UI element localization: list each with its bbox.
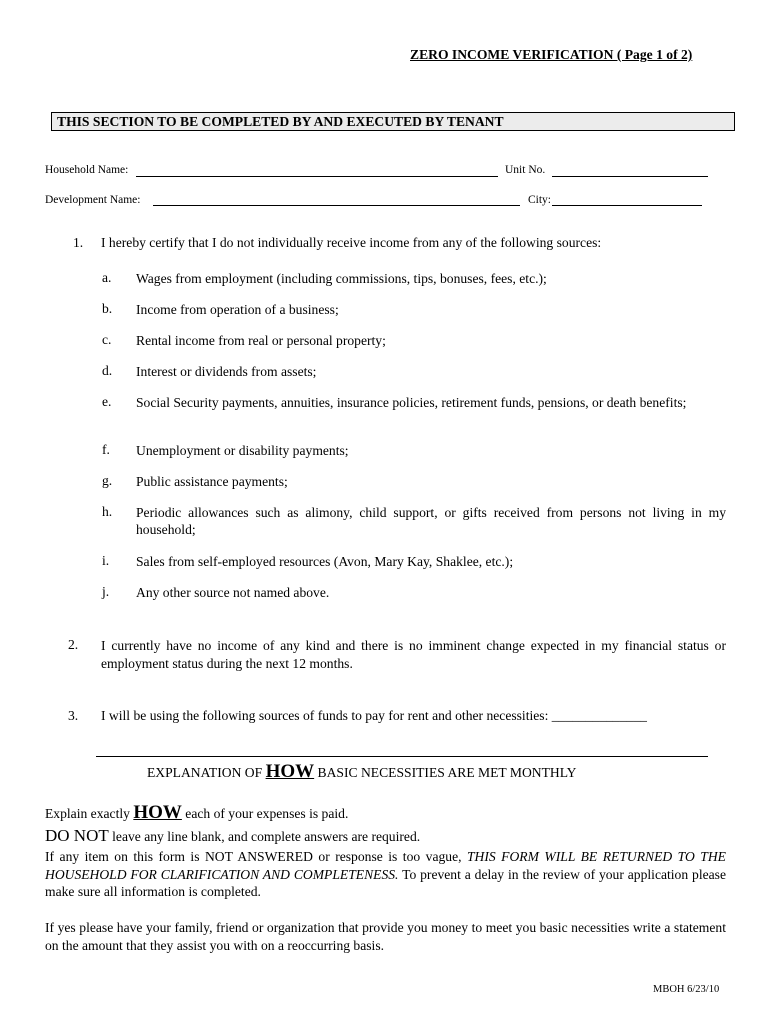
not-answered-italic: THIS FORM WILL BE RETURNED TO THE HOUSEHOLD FOR CLARIFICATION AND COMPLETENESS. [45,849,726,882]
item-2-text: I currently have no income of any kind and there is no imminent change expected in my financial status or employment status during the next 12 months. [101,638,726,671]
income-source-letter: h. [102,504,113,519]
income-source-item: Wages from employment (including commissions, tips, bonuses, fees, etc.); [136,271,547,286]
unit-no-label: Unit No. [505,164,546,176]
unit-no-field[interactable] [552,176,708,177]
income-source-item: Rental income from real or personal property; [136,333,386,348]
income-source-letter: c. [102,332,112,347]
do-not-emphasis: DO NOT [45,826,109,845]
household-name-label: Household Name: [45,164,129,176]
funds-source-answer-line[interactable] [96,756,708,757]
not-answered-pre: If any item on this form is NOT ANSWERED or response is too vague, [45,849,467,864]
explain-how: HOW [133,802,182,823]
income-source-letter: a. [102,270,112,285]
explain-post: each of your expenses is paid. [181,806,349,821]
income-source-letter: f. [102,442,110,457]
income-source-item: Any other source not named above. [136,585,330,600]
income-source-item: Income from operation of a business; [136,302,339,317]
income-source-item: Sales from self-employed resources (Avon, Mary Kay, Shaklee, etc.); [136,554,514,569]
income-source-letter: e. [102,394,112,409]
item-1-number: 1. [73,235,84,250]
explanation-heading [147,761,577,783]
explanation-heading-pre: EXPLANATION OF [147,765,266,780]
item-1-text: I hereby certify that I do not individually receive income from any of the following sources: [101,235,602,250]
income-source-item: Unemployment or disability payments; [136,443,349,458]
explain-pre: Explain exactly [45,806,134,821]
do-not-rest: leave any line blank, and complete answers are required. [108,829,421,844]
not-answered-post: To prevent a delay in the review of your application please make sure all information is completed. [45,866,726,899]
city-label: City: [528,194,552,206]
city-field[interactable] [552,205,702,206]
income-source-letter: d. [102,363,113,378]
not-answered-paragraph [45,848,726,901]
income-source-item: Interest or dividends from assets; [136,364,317,379]
item-3-text: I will be using the following sources of funds to pay for rent and other necessities: ______________ [101,708,647,723]
do-not-line [45,826,420,846]
income-source-item: Public assistance payments; [136,474,288,489]
item-3-number: 3. [68,708,79,723]
item-2-number: 2. [68,637,79,652]
income-source-letter: b. [102,301,113,316]
section-header: THIS SECTION TO BE COMPLETED BY AND EXECUTED BY TENANT [51,112,735,131]
income-source-letter: i. [102,553,110,568]
development-name-label: Development Name: [45,194,141,206]
if-yes-paragraph: If yes please have your family, friend or organization that provide you money to meet you basic necessities write a statement on the amount that they assist you with on a reoccurring basis. [45,920,726,953]
explanation-how: HOW [265,761,315,782]
page-title: ZERO INCOME VERIFICATION ( Page 1 of 2) [410,47,693,62]
explain-line [45,802,348,824]
form-code-footer: MBOH 6/23/10 [653,984,720,995]
income-source-item: Social Security payments, annuities, insurance policies, retirement funds, pensions, or death benefits; [136,395,687,410]
explanation-heading-post: BASIC NECESSITIES ARE MET MONTHLY [314,765,577,780]
income-source-item: Periodic allowances such as alimony, child support, or gifts received from persons not living in my household; [136,505,726,537]
income-source-letter: j. [102,584,110,599]
household-name-field[interactable] [136,176,498,177]
income-source-letter: g. [102,473,113,488]
development-name-field[interactable] [153,205,520,206]
